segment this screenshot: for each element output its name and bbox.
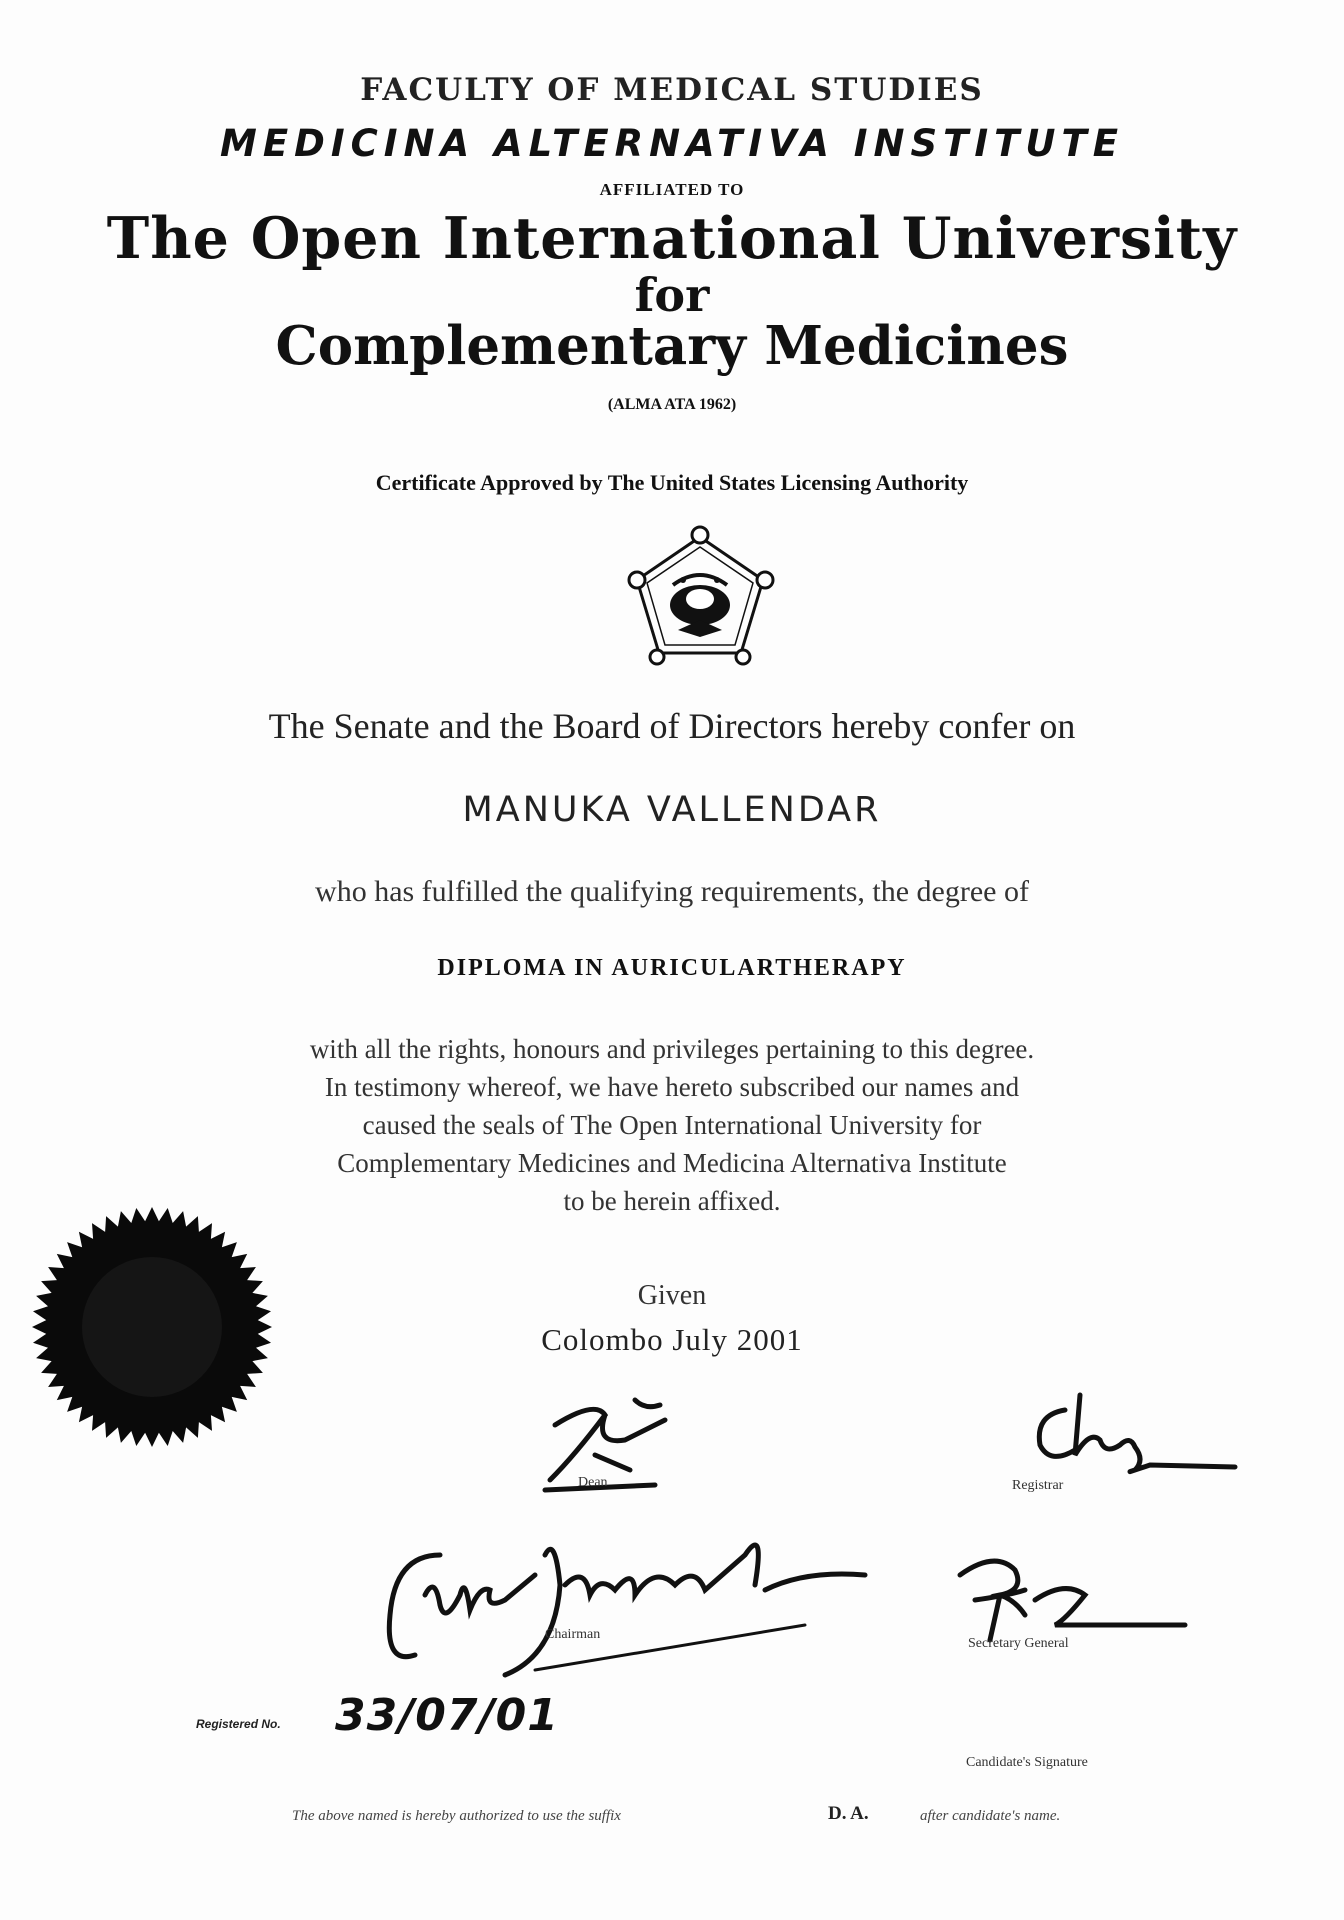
testimony-paragraph — [0, 1030, 1344, 1220]
alma-ata-label: (ALMA ATA 1962) — [607, 396, 737, 413]
registrar-role-label: Registrar — [1012, 1478, 1064, 1493]
paragraph-line: caused the seals of The Open International University for — [362, 1110, 982, 1140]
candidate-signature-label: Candidate's Signature — [966, 1755, 1088, 1770]
paragraph-line: to be herein affixed. — [563, 1186, 781, 1216]
dean-role-label: Dean — [578, 1475, 608, 1490]
fulfilled-statement: who has fulfilled the qualifying requirements, the degree of — [315, 875, 1029, 908]
university-title-medicines: Complementary Medicines — [275, 315, 1069, 377]
secretary-general-signature — [955, 1540, 1195, 1650]
dean-signature — [535, 1395, 685, 1495]
approval-statement: Certificate Approved by The United States Licensing Authority — [375, 470, 969, 495]
footer-authorization-prefix: The above named is hereby authorized to use the suffix — [292, 1808, 621, 1824]
wax-seal-icon — [30, 1205, 275, 1450]
faculty-heading: FACULTY OF MEDICAL STUDIES — [360, 72, 984, 108]
chairman-role-label: Chairman — [545, 1627, 601, 1642]
degree-title: DIPLOMA IN AURICULARTHERAPY — [437, 955, 907, 981]
registered-number: 33/07/01 — [335, 1690, 559, 1741]
given-label: Given — [637, 1280, 707, 1311]
paragraph-line: Complementary Medicines and Medicina Alternativa Institute — [337, 1148, 1007, 1178]
footer-suffix: D. A. — [828, 1803, 869, 1824]
affiliated-label: AFFILIATED TO — [599, 180, 745, 199]
university-title-for: for — [634, 268, 710, 322]
secretary-general-role-label: Secretary General — [968, 1636, 1069, 1651]
university-emblem-icon — [623, 525, 778, 675]
paragraph-line: with all the rights, honours and privileges pertaining to this degree. — [309, 1034, 1035, 1064]
registered-number-label: Registered No. — [196, 1717, 281, 1731]
paragraph-line: In testimony whereof, we have hereto subscribed our names and — [324, 1072, 1020, 1102]
place-date: Colombo July 2001 — [541, 1322, 803, 1357]
recipient-name: MANUKA VALLENDAR — [462, 790, 882, 830]
university-title: The Open International University — [106, 205, 1238, 272]
footer-authorization-postfix: after candidate's name. — [920, 1808, 1061, 1824]
chairman-signature — [385, 1495, 925, 1695]
senate-statement: The Senate and the Board of Directors hereby confer on — [268, 706, 1076, 746]
institute-heading: MEDICINA ALTERNATIVA INSTITUTE — [220, 122, 1124, 165]
registrar-signature — [1020, 1375, 1240, 1485]
